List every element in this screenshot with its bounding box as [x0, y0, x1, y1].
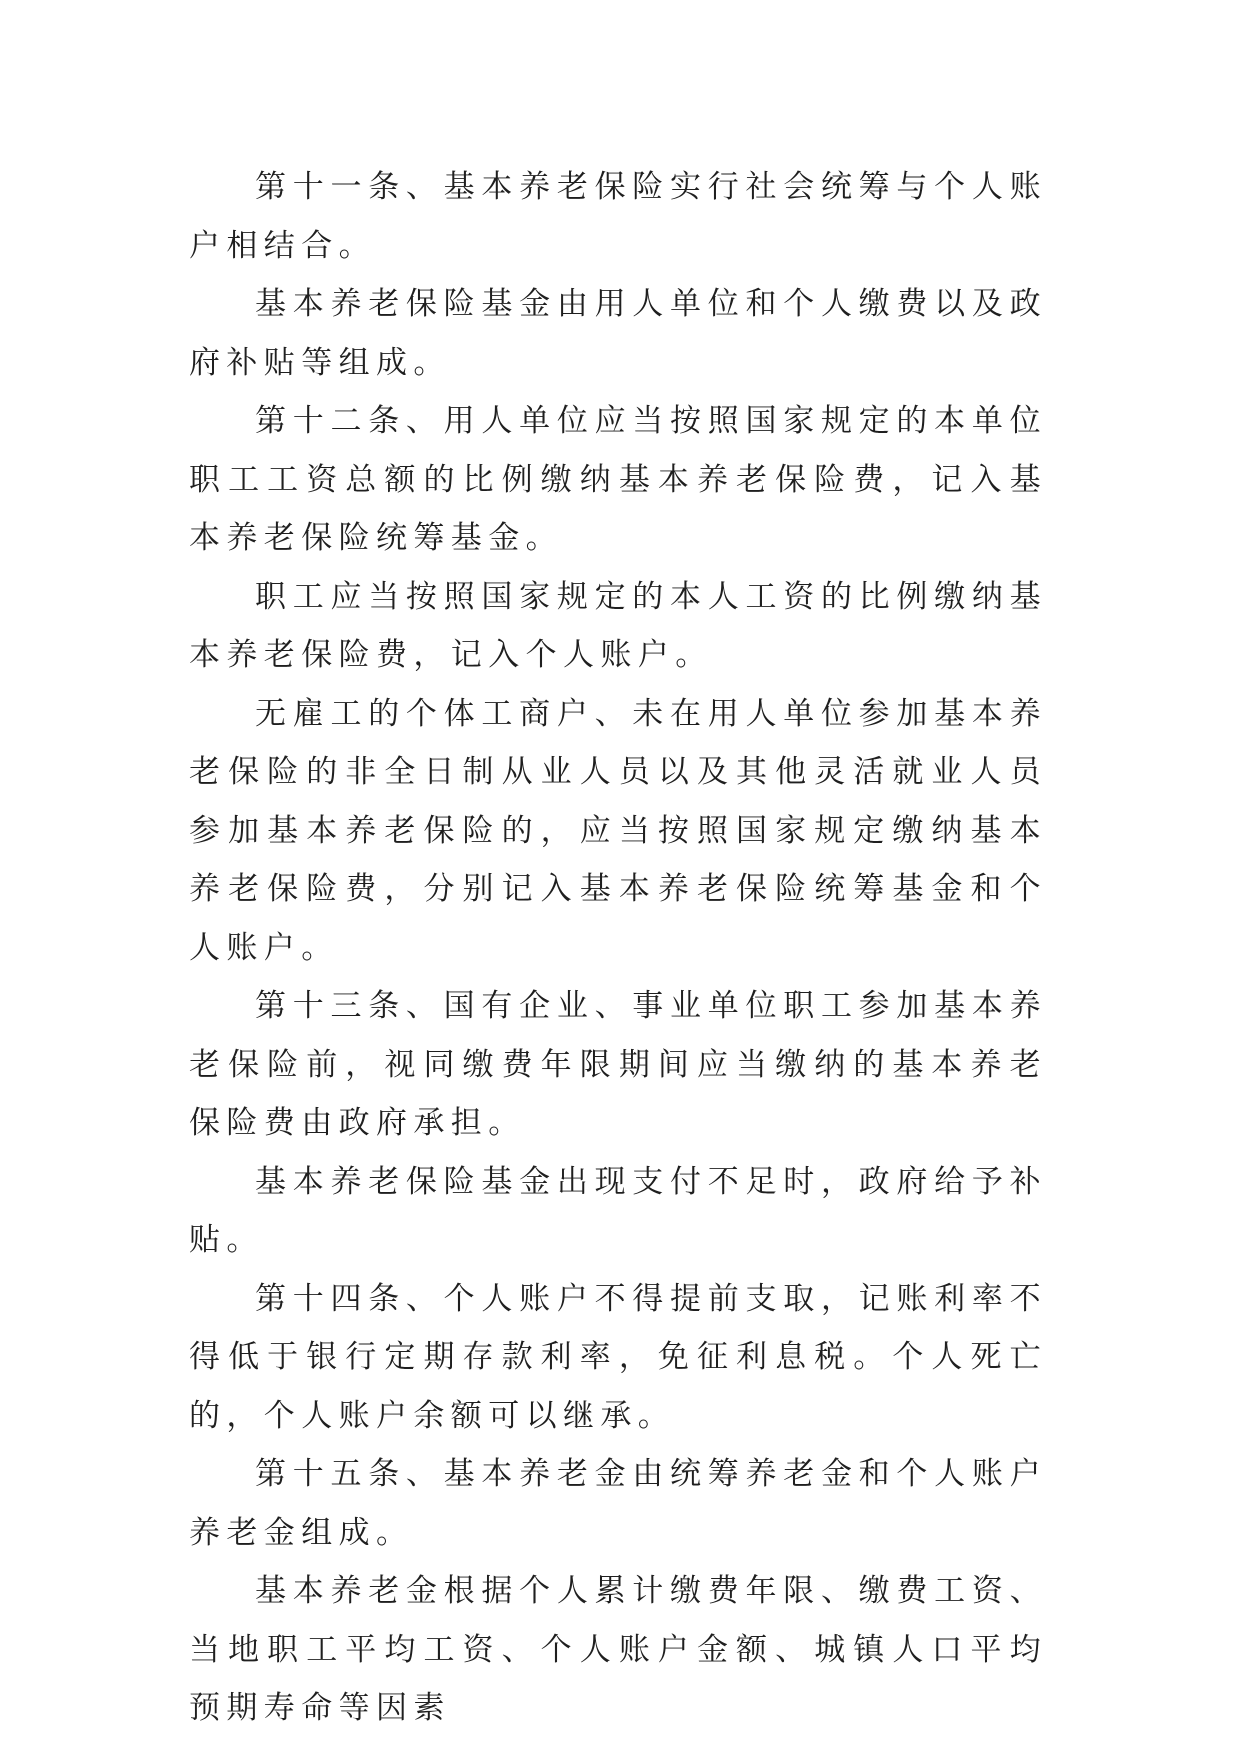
paragraph-article-15: 第十五条、基本养老金由统筹养老金和个人账户养老金组成。 — [189, 1456, 1047, 1551]
paragraph-flexible-employment: 无雇工的个体工商户、未在用人单位参加基本养老保险的非全日制从业人员以及其他灵活就业人员参加基本养老保险的，应当按照国家规定缴纳基本养老保险费，分别记入基本养老保险统筹基金和个人账户。 — [189, 695, 1047, 966]
paragraph-article-14: 第十四条、个人账户不得提前支取，记账利率不得低于银行定期存款利率，免征利息税。个人死亡的，个人账户余额可以继承。 — [189, 1280, 1047, 1434]
document-body — [189, 158, 1047, 1738]
paragraph-pension-fund-composition: 基本养老保险基金由用人单位和个人缴费以及政府补贴等组成。 — [189, 286, 1047, 381]
paragraph-article-11: 第十一条、基本养老保险实行社会统筹与个人账户相结合。 — [189, 169, 1047, 264]
paragraph-government-subsidy: 基本养老保险基金出现支付不足时，政府给予补贴。 — [189, 1163, 1047, 1258]
paragraph-article-12: 第十二条、用人单位应当按照国家规定的本单位职工工资总额的比例缴纳基本养老保险费，记入基本养老保险统筹基金。 — [189, 403, 1047, 556]
paragraph-employee-contribution: 职工应当按照国家规定的本人工资的比例缴纳基本养老保险费，记入个人账户。 — [189, 578, 1047, 673]
paragraph-article-13: 第十三条、国有企业、事业单位职工参加基本养老保险前，视同缴费年限期间应当缴纳的基本养老保险费由政府承担。 — [189, 988, 1047, 1141]
paragraph-pension-calculation: 基本养老金根据个人累计缴费年限、缴费工资、当地职工平均工资、个人账户金额、城镇人口平均预期寿命等因素 — [189, 1573, 1047, 1726]
